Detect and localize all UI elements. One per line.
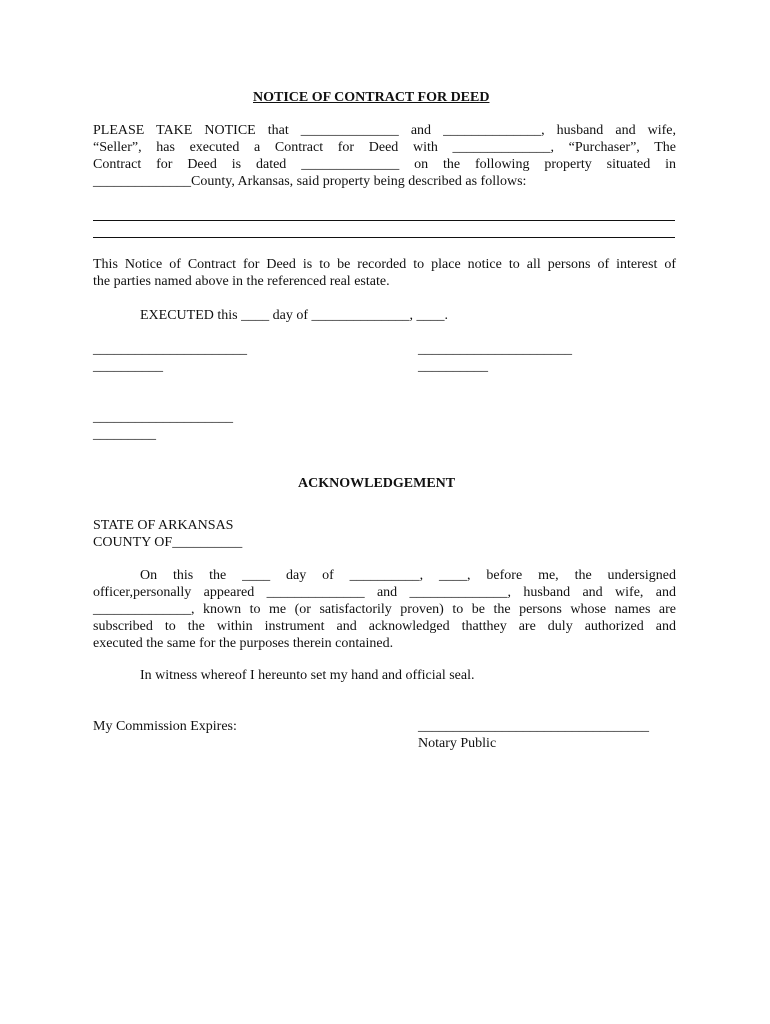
executed-line: EXECUTED this ____ day of ______________, ____. (140, 308, 448, 323)
document-title: NOTICE OF CONTRACT FOR DEED (253, 90, 490, 105)
notary-signature-line: _________________________________ (418, 719, 649, 734)
intro-line-1: PLEASE TAKE NOTICE that ______________ and ______________, husband and wife, (93, 123, 676, 138)
signature-left-subline: __________ (93, 359, 163, 374)
ack-line-1: On this the ____ day of __________, ____, before me, the undersigned (140, 568, 676, 583)
witness-line: In witness whereof I hereunto set my hand and official seal. (140, 668, 475, 683)
notary-public-label: Notary Public (418, 736, 497, 751)
signature-right-subline: __________ (418, 359, 488, 374)
acknowledgement-heading: ACKNOWLEDGEMENT (298, 476, 456, 491)
intro-line-2: “Seller”, has executed a Contract for Deed with ______________, “Purchaser”, The (93, 140, 676, 155)
state-label: STATE OF ARKANSAS (93, 518, 234, 533)
signature-left-line: ______________________ (93, 342, 247, 357)
commission-expires-label: My Commission Expires: (93, 719, 237, 734)
notice-line-1: This Notice of Contract for Deed is to be recorded to place notice to all persons of interest of (93, 257, 676, 272)
signature-right-line: ______________________ (418, 342, 572, 357)
notice-paragraph (93, 256, 676, 290)
intro-paragraph (93, 122, 676, 190)
intro-line-4: ______________County, Arkansas, said property being described as follows: (93, 174, 527, 189)
signature-third-line: ____________________ (93, 410, 233, 425)
ack-line-5: executed the same for the purposes therein contained. (93, 636, 394, 651)
ack-line-3: ______________, known to me (or satisfactorily proven) to be the persons whose names are (93, 602, 676, 617)
signature-third-subline: _________ (93, 427, 156, 442)
property-description-line-2 (93, 237, 675, 238)
ack-line-4: subscribed to the within instrument and acknowledged thatthey are duly authorized and (93, 619, 676, 634)
ack-line-2: officer,personally appeared ______________ and ______________, husband and wife, and (93, 585, 676, 600)
acknowledgement-paragraph (93, 567, 676, 652)
intro-line-3: Contract for Deed is dated ______________ on the following property situated in (93, 157, 676, 172)
notice-line-2: the parties named above in the referenced real estate. (93, 274, 390, 289)
property-description-line-1 (93, 220, 675, 221)
county-label: COUNTY OF__________ (93, 535, 243, 550)
